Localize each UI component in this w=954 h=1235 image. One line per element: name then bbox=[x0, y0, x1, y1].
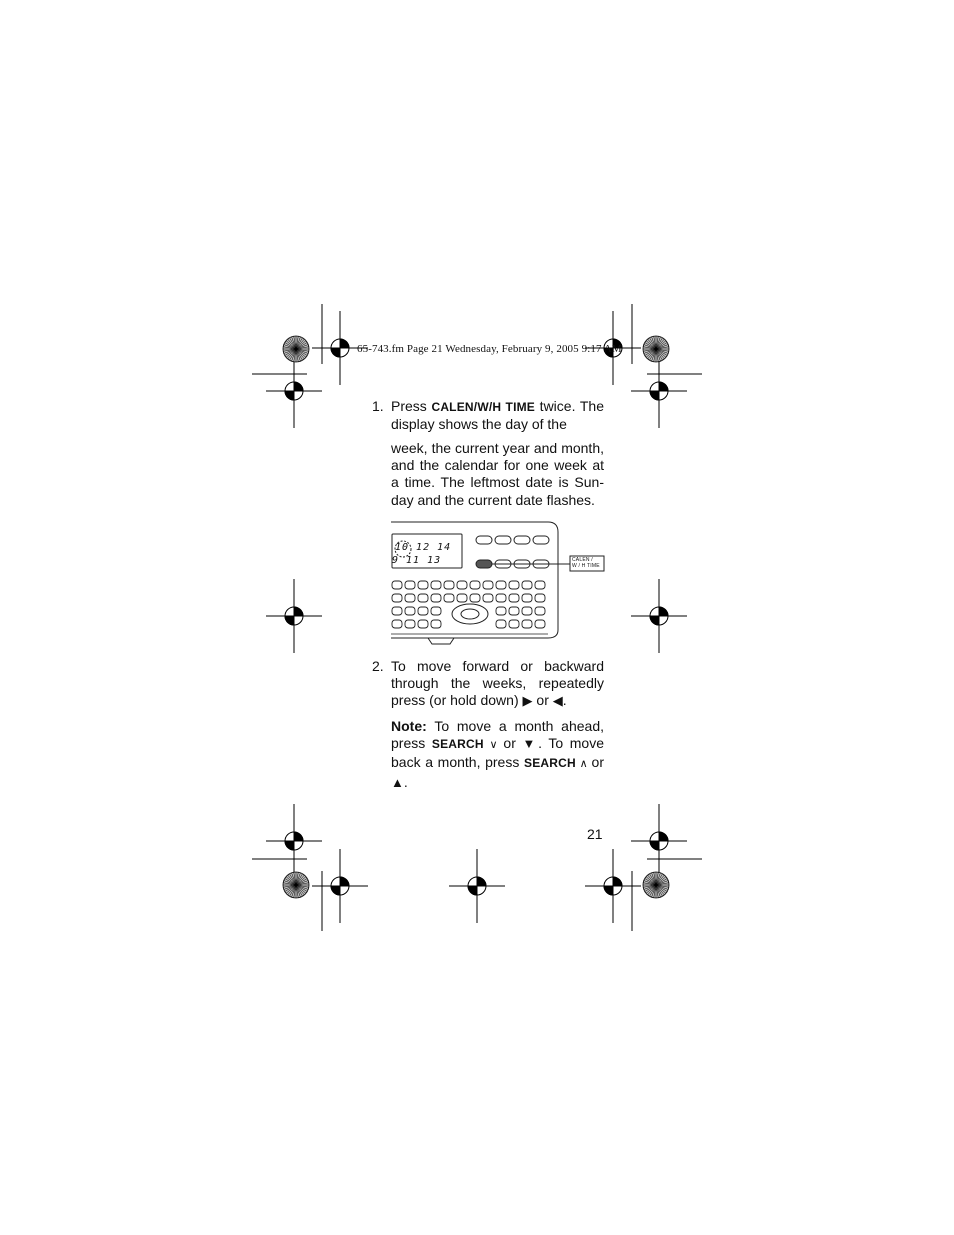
device-key bbox=[535, 607, 545, 615]
registration-target-icon bbox=[312, 849, 368, 923]
starburst-mark-icon bbox=[283, 336, 309, 362]
device-key bbox=[418, 607, 428, 615]
device-key bbox=[483, 594, 493, 602]
key-calen-wh-time: CALEN/W/H TIME bbox=[431, 400, 536, 414]
device-key bbox=[509, 607, 519, 615]
device-key bbox=[405, 620, 415, 628]
device-key bbox=[522, 607, 532, 615]
up-symbol: ∧ bbox=[575, 758, 592, 771]
step-2-text: To move forward or backward through the weeks, repeatedly press (or hold down) ▶ or ◀. bbox=[391, 658, 604, 709]
registration-target-icon bbox=[631, 579, 687, 653]
device-key bbox=[392, 581, 402, 589]
left-arrow-icon: ◀ bbox=[552, 693, 563, 709]
right-arrow-icon: ▶ bbox=[522, 693, 533, 709]
device-key bbox=[470, 581, 480, 589]
down-arrow-icon: ▼ bbox=[522, 736, 539, 752]
lcd-top-row: 10 12 14 bbox=[395, 542, 452, 553]
device-key bbox=[392, 594, 402, 602]
key-search-up: SEARCH bbox=[523, 756, 576, 771]
key-search-down: SEARCH bbox=[431, 737, 484, 752]
device-key bbox=[496, 581, 506, 589]
device-key bbox=[535, 620, 545, 628]
device-key bbox=[418, 594, 428, 602]
device-key bbox=[509, 581, 519, 589]
device-key bbox=[522, 620, 532, 628]
step-1-intro: Press CALEN/W/H TIME twice. The display shows the day of the bbox=[391, 398, 604, 433]
registration-target-icon bbox=[631, 804, 687, 878]
lcd-bottom-row: 9 11 13 bbox=[392, 555, 442, 566]
registration-target-icon bbox=[266, 354, 322, 428]
device-key bbox=[470, 594, 480, 602]
note-label: Note: bbox=[391, 718, 427, 734]
device-key bbox=[509, 620, 519, 628]
device-illustration bbox=[388, 518, 608, 648]
device-key bbox=[431, 620, 441, 628]
device-key bbox=[522, 594, 532, 602]
step-1-body: week, the current year and month, and the calendar for one week at a time. The leftmost date is Sun-day and the current date flashes. bbox=[391, 440, 604, 508]
device-key bbox=[431, 607, 441, 615]
starburst-mark-icon bbox=[643, 336, 669, 362]
device-key bbox=[431, 581, 441, 589]
device-key bbox=[496, 620, 506, 628]
device-key bbox=[483, 581, 493, 589]
device-key bbox=[418, 581, 428, 589]
registration-target-icon bbox=[266, 579, 322, 653]
registration-target-icon bbox=[585, 849, 641, 923]
device-key bbox=[535, 581, 545, 589]
device-key bbox=[496, 594, 506, 602]
device-key bbox=[405, 607, 415, 615]
down-symbol: ∨ bbox=[483, 739, 504, 752]
device-key bbox=[392, 620, 402, 628]
device-key bbox=[431, 594, 441, 602]
device-key bbox=[418, 620, 428, 628]
device-key bbox=[444, 594, 454, 602]
device-key bbox=[522, 581, 532, 589]
device-key bbox=[405, 594, 415, 602]
device-key bbox=[457, 581, 467, 589]
starburst-mark-icon bbox=[283, 872, 309, 898]
device-key bbox=[405, 581, 415, 589]
registration-target-icon bbox=[449, 849, 505, 923]
note-paragraph: Note: To move a month ahead, press SEARCH ∨ or ▼. To move back a month, press SEARCH ∧ or ▲. bbox=[391, 718, 605, 790]
device-key bbox=[392, 607, 402, 615]
up-arrow-icon: ▲ bbox=[391, 774, 404, 790]
callout-label: CALEN / W / H TIME bbox=[572, 557, 600, 569]
device-key bbox=[457, 594, 467, 602]
device-key bbox=[509, 594, 519, 602]
step-1-number: 1. bbox=[372, 398, 384, 414]
page-header: 65-743.fm Page 21 Wednesday, February 9, 2005 9:17 AM bbox=[357, 343, 622, 355]
device-key bbox=[496, 607, 506, 615]
step-2-number: 2. bbox=[372, 658, 384, 674]
registration-target-icon bbox=[266, 804, 322, 878]
starburst-mark-icon bbox=[643, 872, 669, 898]
device-key bbox=[535, 594, 545, 602]
page-number: 21 bbox=[587, 826, 603, 842]
registration-target-icon bbox=[631, 354, 687, 428]
device-key bbox=[444, 581, 454, 589]
